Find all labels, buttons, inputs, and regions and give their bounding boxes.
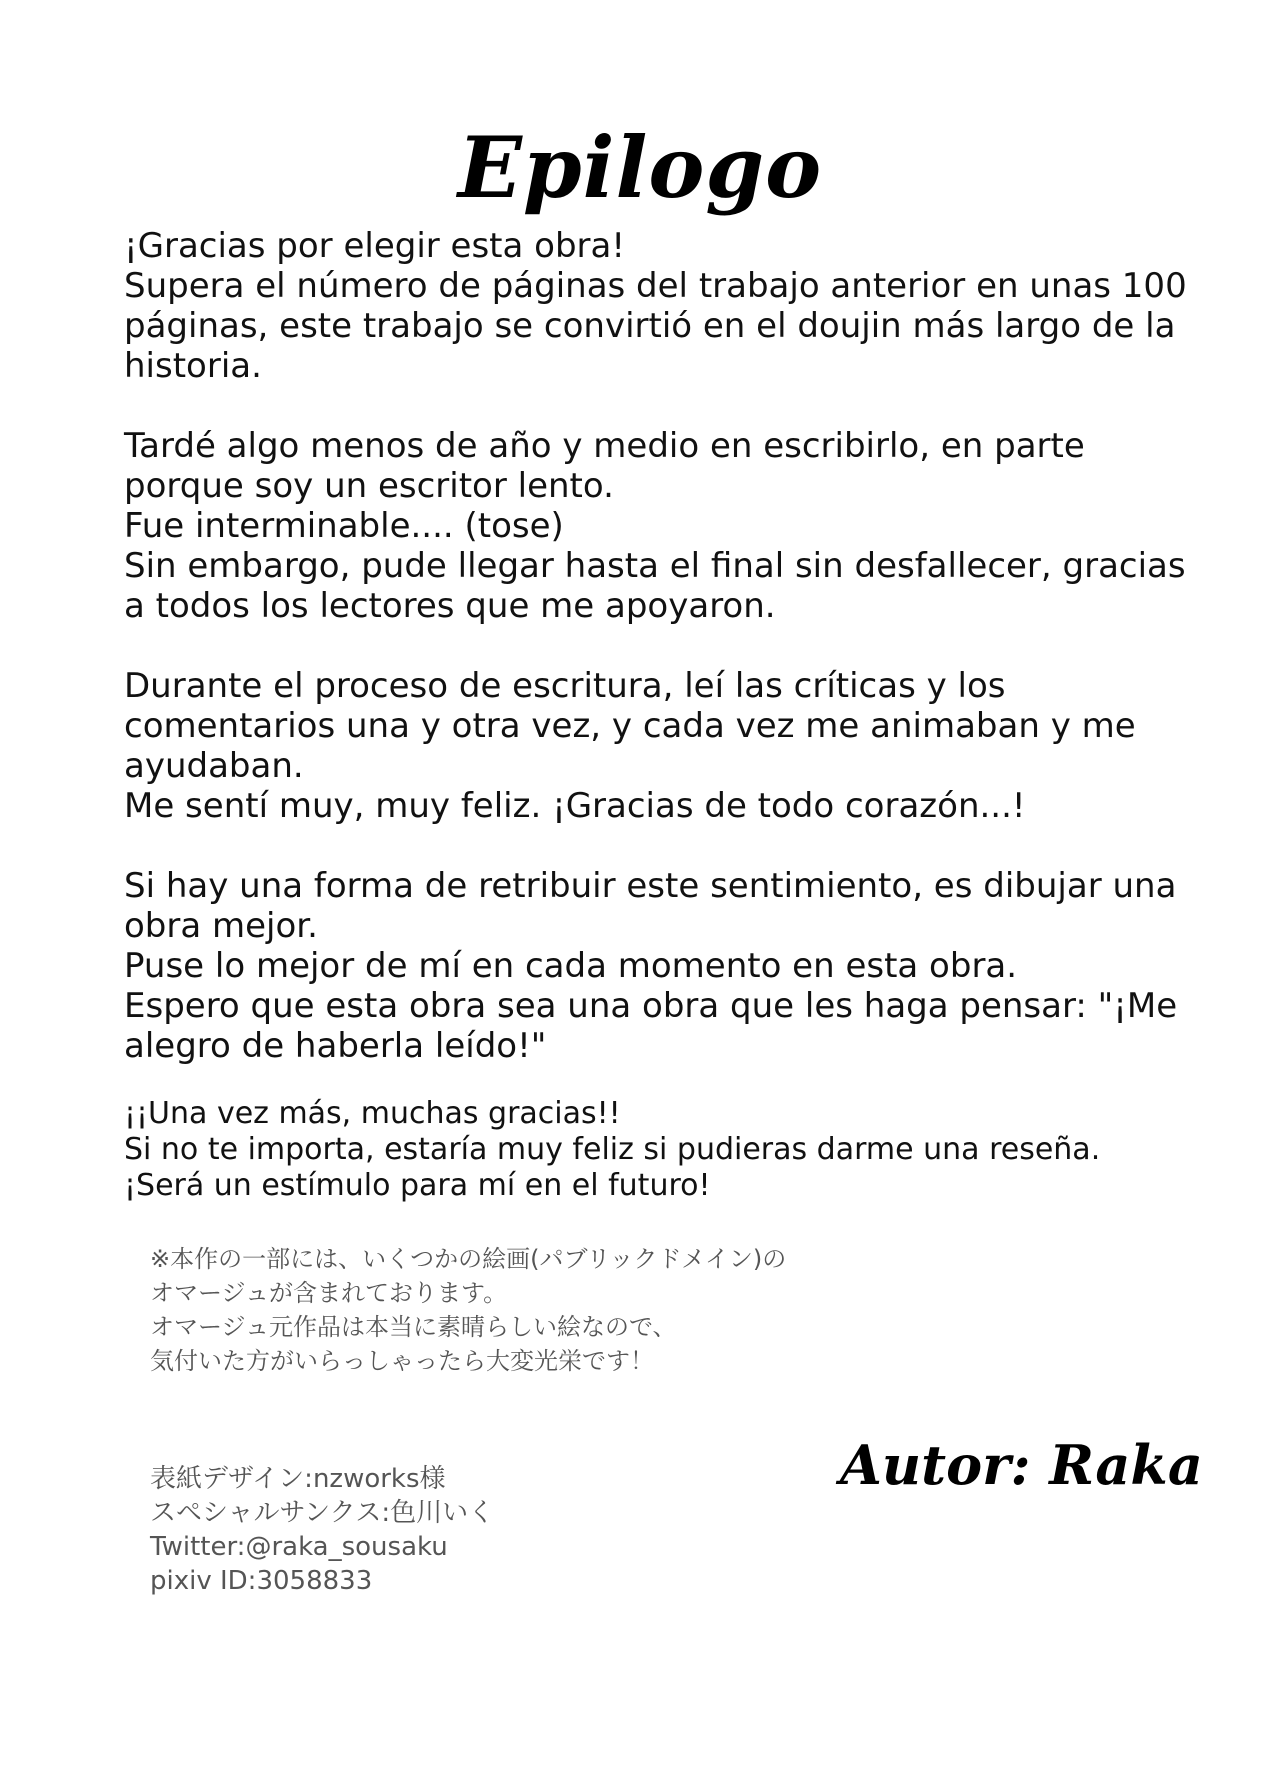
text-line: ¡Gracias por elegir esta obra! <box>124 226 625 266</box>
author-signature: Autor: Raka <box>840 1433 1203 1497</box>
text-line: Puse lo mejor de mí en cada momento en esta obra. <box>124 946 1018 986</box>
text-line: obra mejor. <box>124 906 318 946</box>
credit-line: スペシャルサンクス:色川いく <box>150 1498 495 1528</box>
text-line: Durante el proceso de escritura, leí las críticas y los <box>124 666 1006 706</box>
note-line: ※本作の一部には、いくつかの絵画(パブリックドメイン)の <box>150 1245 787 1273</box>
paragraph <box>124 426 1184 626</box>
credits <box>150 1462 750 1598</box>
text-line: Fue interminable.... (tose) <box>124 506 564 546</box>
text-line: Espero que esta obra sea una obra que les haga pensar: "¡Me <box>124 986 1178 1026</box>
note-line: オマージュが含まれております。 <box>150 1279 508 1307</box>
text-line: porque soy un escritor lento. <box>124 466 614 506</box>
text-line: alegro de haberla leído!" <box>124 1026 547 1066</box>
note-line: オマージュ元作品は本当に素晴らしい絵なので、 <box>150 1313 677 1341</box>
credit-line: pixiv ID:3058833 <box>150 1566 373 1596</box>
text-line: ¡Será un estímulo para mí en el futuro! <box>124 1168 711 1203</box>
text-line: páginas, este trabajo se convirtió en el doujin más largo de la <box>124 306 1176 346</box>
page-title: Epilogo <box>457 118 823 217</box>
text-line: Tardé algo menos de año y medio en escribirlo, en parte <box>124 426 1085 466</box>
credit-line: 表紙デザイン:nzworks様 <box>150 1464 446 1494</box>
text-line: ayudaban. <box>124 746 304 786</box>
text-line: Si hay una forma de retribuir este sentimiento, es dibujar una <box>124 866 1177 906</box>
note-line: 気付いた方がいらっしゃったら大変光栄です！ <box>150 1347 654 1375</box>
paragraph <box>124 866 1184 1066</box>
paragraph <box>124 226 1187 386</box>
main-text <box>124 226 1187 1106</box>
text-line: Me sentí muy, muy feliz. ¡Gracias de todo corazón...! <box>124 786 1026 826</box>
text-line: a todos los lectores que me apoyaron. <box>124 586 776 626</box>
text-line: Supera el número de páginas del trabajo anterior en unas 100 <box>124 266 1187 306</box>
text-line: Si no te importa, estaría muy feliz si pudieras darme una reseña. <box>124 1132 1101 1167</box>
text-line: comentarios una y otra vez, y cada vez me animaban y me <box>124 706 1136 746</box>
text-line: Sin embargo, pude llegar hasta el final sin desfallecer, gracias <box>124 546 1186 586</box>
homage-note <box>150 1242 950 1378</box>
credit-line: Twitter:@raka_sousaku <box>150 1532 448 1562</box>
text-line: historia. <box>124 346 262 386</box>
paragraph <box>124 666 1184 826</box>
closing-text <box>124 1096 1184 1204</box>
text-line: ¡¡Una vez más, muchas gracias!! <box>124 1096 621 1131</box>
